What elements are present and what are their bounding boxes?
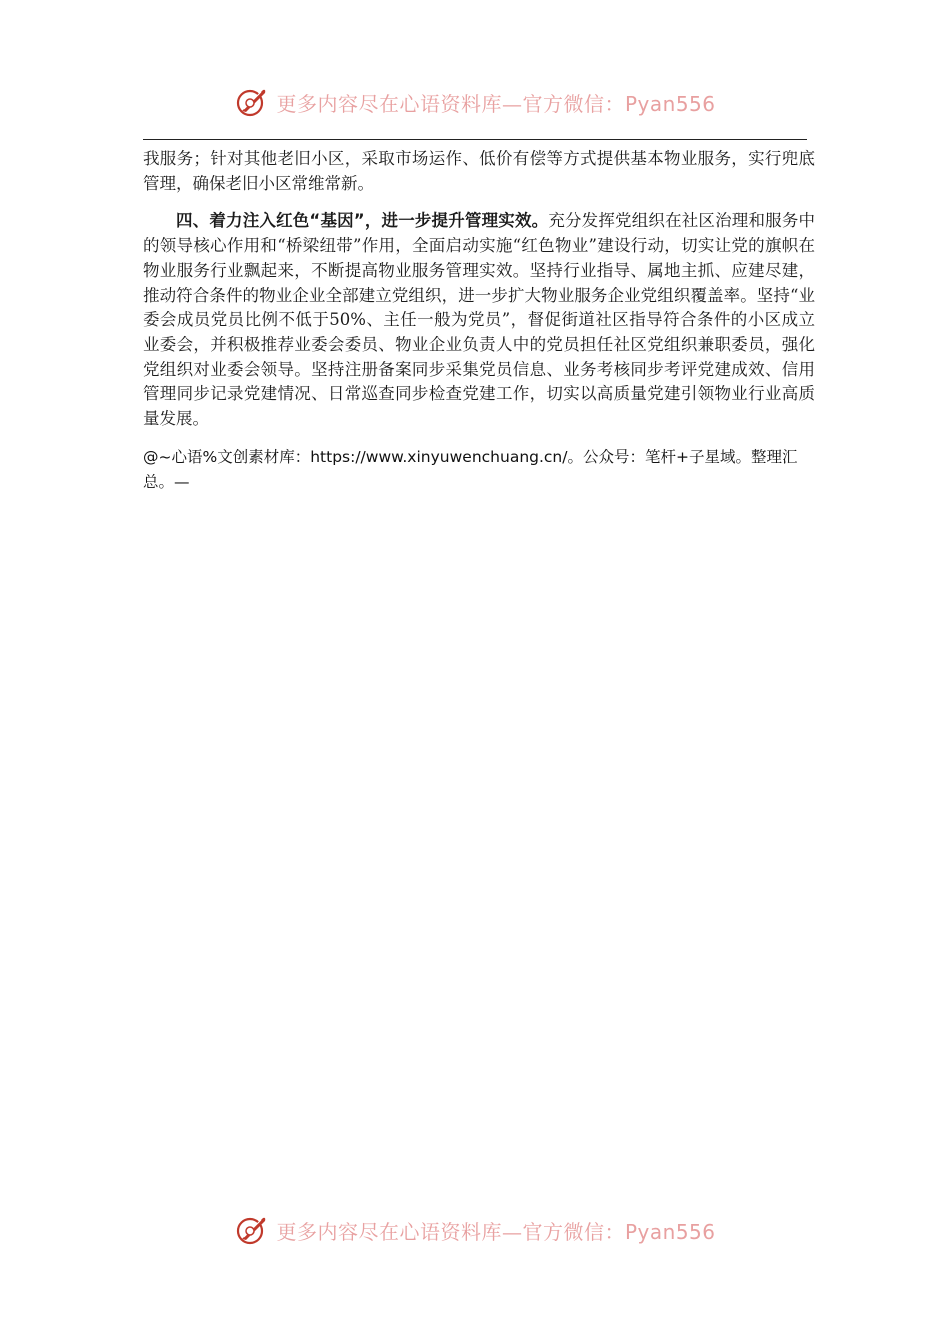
header-banner <box>234 84 715 120</box>
paragraph-2-text: 充分发挥党组织在社区治理和服务中的领导核心作用和“桥梁纽带”作用，全面启动实施“红色物业”建设行动，切实让党的旗帜在物业服务行业飘起来，不断提高物业服务管理实效。坚持行业指导、属地主抓、应建尽建，推动符合条件的物业企业全部建立党组织，进一步扩大物业服务企业党组织覆盖率。坚持“业委会成员党员比例不低于50%、主任一般为党员”，督促街道社区指导符合条件的小区成立业委会，并积极推荐业委会委员、物业企业负责人中的党员担任社区党组织兼职委员，强化党组织对业委会领导。坚持注册备案同步采集党员信息、业务考核同步考评党建成效、信用管理同步记录党建情况、日常巡查同步检查党建工作，切实以高质量党建引领物业行业高质量发展。 <box>143 211 815 429</box>
source-credit: @~心语%文创素材库：https://www.xinyuwenchuang.cn/。公众号：笔杆+子星域。整理汇总。— <box>143 447 798 491</box>
header-banner-wechat-id: Pyan556 <box>624 91 716 116</box>
page-header <box>0 80 950 124</box>
paragraph-2 <box>143 209 815 431</box>
footer-banner-wechat-id: Pyan556 <box>624 1219 716 1244</box>
paragraph-1: 我服务；针对其他老旧小区，采取市场运作、低价有偿等方式提供基本物业服务，实行兜底管理，确保老旧小区常维常新。 <box>143 149 815 193</box>
document-body <box>143 147 815 495</box>
header-banner-text <box>276 88 715 117</box>
quill-pen-logo-icon <box>234 1212 270 1248</box>
page-footer <box>0 1208 950 1252</box>
header-banner-main: 更多内容尽在心语资料库—官方微信： <box>276 91 625 116</box>
footer-banner <box>234 1212 715 1248</box>
quill-pen-logo-icon <box>234 84 270 120</box>
footer-banner-main: 更多内容尽在心语资料库—官方微信： <box>276 1219 625 1244</box>
section-heading-4: 四、着力注入红色“基因”，进一步提升管理实效。 <box>176 211 549 231</box>
footer-banner-text <box>276 1216 715 1245</box>
header-rule <box>143 139 807 140</box>
